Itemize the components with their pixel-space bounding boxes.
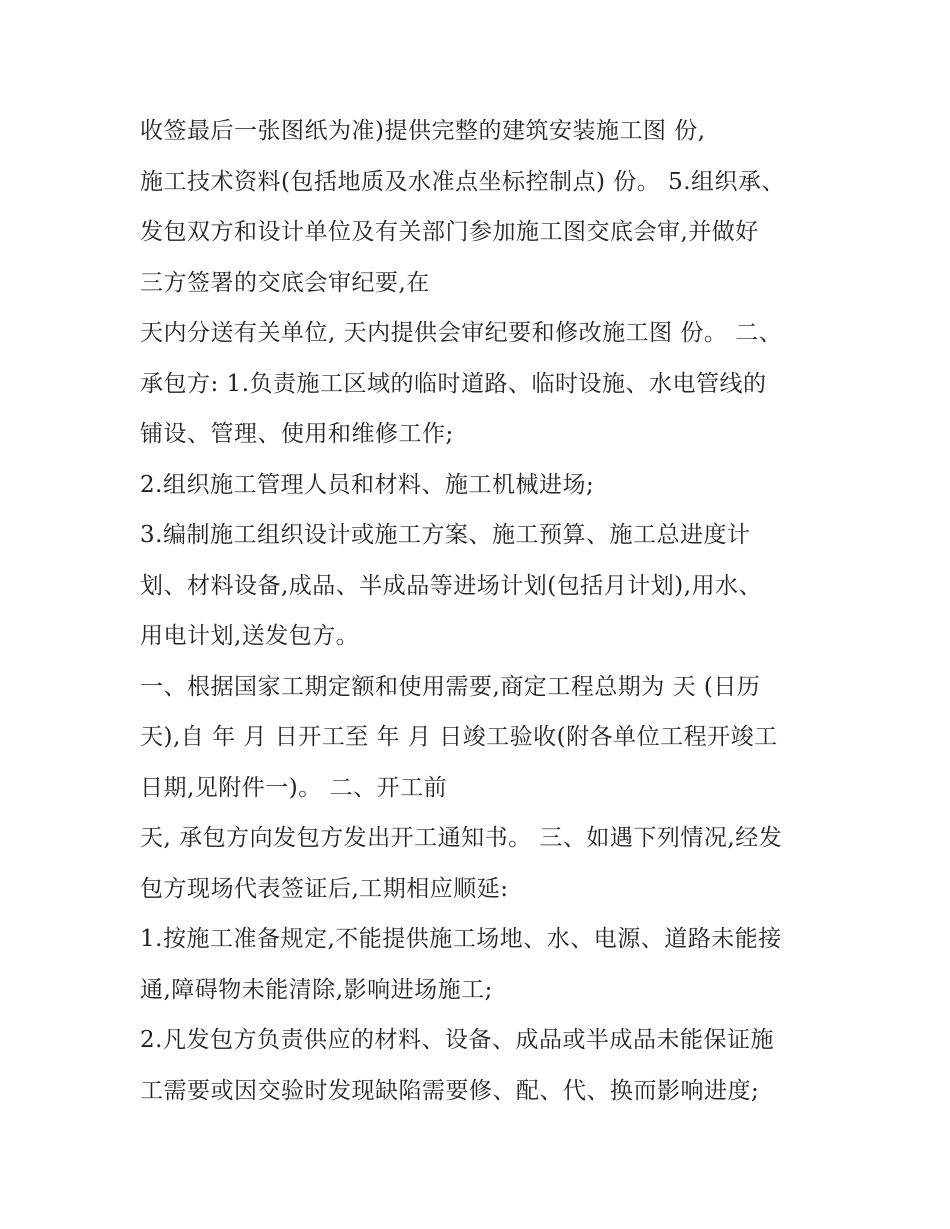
- text-line: 发包双方和设计单位及有关部门参加施工图交底会审,并做好: [140, 219, 759, 245]
- text-line: 工需要或因交验时发现缺陷需要修、配、代、换而影响进度;: [140, 1077, 760, 1104]
- text-line: 天),自 年 月 日开工至 年 月 日竣工验收(附各单位工程开竣工: [140, 724, 778, 750]
- document-body: [140, 106, 820, 1116]
- text-line: 1.按施工准备规定,不能提供施工场地、水、电源、道路未能接: [140, 926, 782, 952]
- text-line: 承包方: 1.负责施工区域的临时道路、临时设施、水电管线的: [140, 370, 767, 397]
- text-line: 一、根据国家工期定额和使用需要,商定工程总期为 天 (日历: [140, 673, 761, 700]
- text-line: 2.组织施工管理人员和材料、施工机械进场;: [140, 471, 595, 498]
- text-line: 3.编制施工组织设计或施工方案、施工预算、施工总进度计: [140, 522, 751, 548]
- text-line: 划、材料设备,成品、半成品等进场计划(包括月计划),用水、: [140, 572, 763, 599]
- text-line: 日期,见附件一)。 二、开工前: [140, 774, 448, 801]
- text-line: 三方签署的交底会审纪要,在: [140, 269, 430, 296]
- text-line: 包方现场代表签证后,工期相应顺延:: [140, 875, 509, 902]
- text-line: 铺设、管理、使用和维修工作;: [140, 421, 454, 447]
- text-line: 2.凡发包方负责供应的材料、设备、成品或半成品未能保证施: [140, 1027, 774, 1053]
- text-line: 天内分送有关单位, 天内提供会审纪要和修改施工图 份。 二、: [140, 320, 783, 346]
- text-line: 施工技术资料(包括地质及水准点坐标控制点) 份。 5.组织承、: [140, 168, 786, 195]
- text-line: 通,障碍物未能清除,影响进场施工;: [140, 976, 493, 1003]
- text-line: 天, 承包方向发包方发出开工通知书。 三、如遇下列情况,经发: [140, 825, 783, 851]
- text-line: 收签最后一张图纸为准)提供完整的建筑安装施工图 份,: [140, 118, 706, 144]
- text-line: 用电计划,送发包方。: [140, 623, 360, 649]
